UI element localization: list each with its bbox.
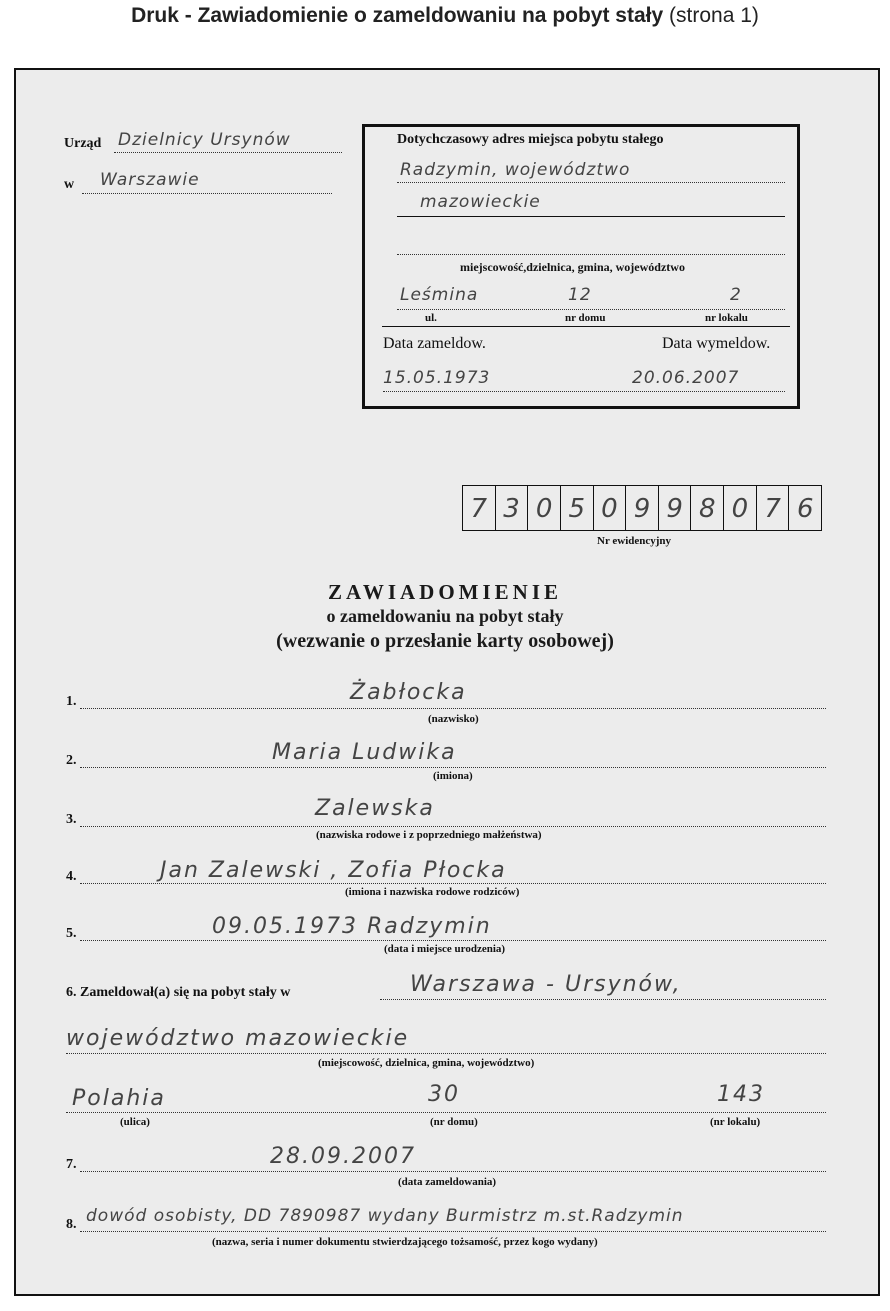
dereg-date-value[interactable]: 20.06.2007 [632, 368, 740, 388]
office-label: Urząd [64, 136, 102, 151]
evidence-number-grid[interactable] [462, 485, 822, 531]
field-number-7: 7. [66, 1157, 77, 1172]
new-house-caption: (nr domu) [430, 1116, 478, 1128]
evidence-digit: 7 [463, 486, 496, 530]
field-number-2: 2. [66, 753, 77, 768]
office-line [114, 152, 342, 153]
birth-caption: (data i miejsce urodzenia) [384, 943, 506, 955]
prev-cap-flat: nr lokalu [705, 312, 748, 324]
form-subtitle-2: (wezwanie o przesłanie karty osobowej) [276, 630, 614, 652]
prev-line-5 [382, 326, 790, 327]
new-place-caption: (miejscowość, dzielnica, gmina, województwo) [318, 1057, 535, 1069]
field-line-6b [66, 1053, 826, 1054]
new-place-value[interactable]: Warszawa - Ursynów, [410, 972, 682, 997]
field-number-3: 3. [66, 812, 77, 827]
family-name-caption: (nazwiska rodowe i z poprzedniego małżeństwa) [316, 829, 542, 841]
evidence-digit: 9 [626, 486, 659, 530]
identity-document-value[interactable]: dowód osobisty, DD 7890987 wydany Burmistrz m.st.Radzymin [86, 1206, 684, 1226]
new-street-value[interactable]: Polahia [72, 1086, 166, 1111]
prev-address-line2[interactable]: mazowieckie [420, 192, 541, 212]
surname-value[interactable]: Żabłocka [350, 680, 467, 705]
new-place-line2[interactable]: województwo mazowieckie [66, 1026, 410, 1051]
prev-cap-street: ul. [425, 312, 437, 324]
city-value[interactable]: Warszawie [100, 170, 200, 190]
field-line-6c [66, 1112, 826, 1113]
evidence-digit: 0 [528, 486, 561, 530]
previous-address-title: Dotychczasowy adres miejsca pobytu stałego [397, 132, 664, 147]
field-number-5: 5. [66, 926, 77, 941]
prev-line-6 [383, 391, 785, 392]
field-number-4: 4. [66, 869, 77, 884]
header-title: Druk - Zawiadomienie o zameldowaniu na pobyt stały [131, 4, 664, 27]
prev-line-4 [397, 309, 785, 310]
family-name-value[interactable]: Zalewska [315, 796, 435, 821]
field-line-1 [80, 708, 826, 709]
office-value[interactable]: Dzielnicy Ursynów [118, 130, 291, 150]
reg-date-label: Data zameldow. [383, 335, 486, 352]
evidence-digit: 0 [724, 486, 757, 530]
prev-line-1 [397, 182, 785, 183]
prev-house[interactable]: 12 [568, 285, 592, 305]
new-flat-value[interactable]: 143 [717, 1082, 765, 1107]
evidence-caption: Nr ewidencyjny [597, 535, 672, 547]
field-line-3 [80, 826, 826, 827]
dereg-date-label: Data wymeldow. [662, 335, 771, 352]
surname-caption: (nazwisko) [428, 713, 479, 725]
prev-cap-house: nr domu [565, 312, 606, 324]
evidence-digit: 9 [659, 486, 692, 530]
new-street-caption: (ulica) [120, 1116, 150, 1128]
field-line-2 [80, 767, 826, 768]
names-value[interactable]: Maria Ludwika [272, 740, 457, 765]
form-subtitle-1: o zameldowaniu na pobyt stały [326, 606, 564, 626]
form-title: ZAWIADOMIENIE [327, 580, 563, 604]
prev-address-line1[interactable]: Radzymin, województwo [400, 160, 631, 180]
new-flat-caption: (nr lokalu) [710, 1116, 761, 1128]
birth-value[interactable]: 09.05.1973 Radzymin [212, 914, 492, 939]
evidence-digit: 0 [594, 486, 627, 530]
evidence-digit: 6 [796, 494, 814, 524]
field-number-8: 8. [66, 1217, 77, 1232]
field-line-8 [80, 1231, 826, 1232]
field-line-6a [380, 999, 826, 1000]
field-line-4 [80, 883, 826, 884]
parents-value[interactable]: Jan Zalewski , Zofia Płocka [160, 858, 507, 883]
prev-street[interactable]: Leśmina [400, 285, 479, 305]
field-line-5 [80, 940, 826, 941]
city-label: w [64, 177, 75, 192]
field-number-1: 1. [66, 694, 77, 709]
registration-date-value[interactable]: 28.09.2007 [270, 1144, 416, 1169]
prev-place-caption: miejscowość,dzielnica, gmina, województwo [460, 260, 685, 274]
page-header [0, 4, 890, 28]
new-house-value[interactable]: 30 [428, 1082, 460, 1107]
prev-line-2 [397, 216, 785, 217]
field-6-label: 6. Zameldował(a) się na pobyt stały w [66, 985, 291, 1000]
evidence-digit: 8 [691, 486, 724, 530]
evidence-digit: 5 [561, 486, 594, 530]
reg-date-value[interactable]: 15.05.1973 [383, 368, 491, 388]
evidence-digit: 3 [496, 486, 529, 530]
prev-flat[interactable]: 2 [730, 285, 742, 305]
field-line-7 [80, 1171, 826, 1172]
registration-date-caption: (data zameldowania) [398, 1176, 497, 1188]
prev-line-3 [397, 254, 785, 255]
parents-caption: (imiona i nazwiska rodowe rodziców) [345, 886, 520, 898]
header-page-number: (strona 1) [669, 4, 759, 27]
city-line [82, 193, 332, 194]
identity-document-caption: (nazwa, seria i numer dokumentu stwierdzającego tożsamość, przez kogo wydany) [212, 1236, 598, 1248]
evidence-digit: 7 [757, 486, 790, 530]
names-caption: (imiona) [433, 770, 473, 782]
